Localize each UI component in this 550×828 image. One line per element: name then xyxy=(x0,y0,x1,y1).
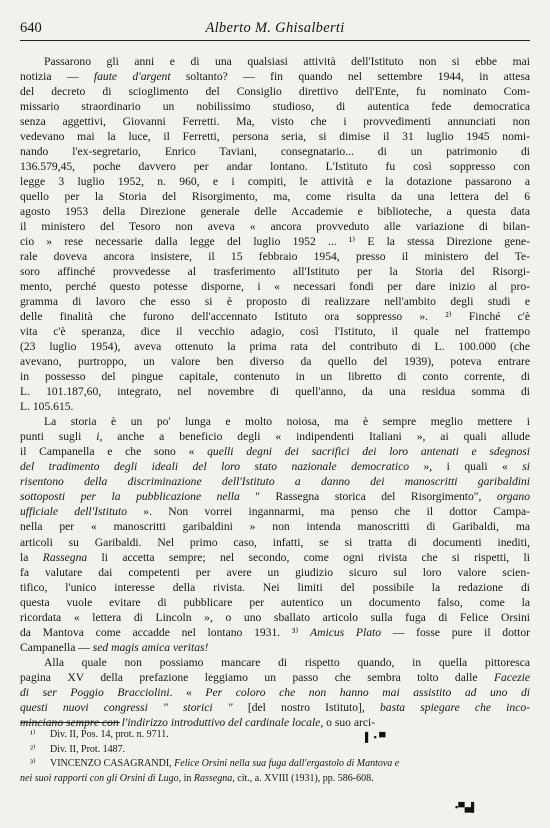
text-line xyxy=(20,474,530,489)
text-run: Div. II, Prot. 1487. xyxy=(50,743,126,755)
text-run: , in xyxy=(178,772,194,784)
italic-run: faute d'argent xyxy=(93,70,171,84)
italic-run: nei suoi rapporti con gli Orsini di Lugo xyxy=(20,772,179,784)
text-line xyxy=(20,294,530,309)
text-line xyxy=(20,174,530,189)
text-run: VINCENZO CASAGRANDI, xyxy=(50,758,175,769)
paragraph xyxy=(20,655,530,730)
print-mark: ▪▀▄▌ xyxy=(455,802,478,812)
text-run: soro affinché provvedesse al trasferimento all'Istituto per la Storia del Risorgi- xyxy=(20,265,530,279)
text-line xyxy=(20,309,530,324)
footnote-number: ³⁾ xyxy=(30,758,36,769)
text-run: gramma di lavoro che esso si è proposto di realizzare nell'ambito degli studi e xyxy=(20,295,530,309)
text-line xyxy=(20,144,530,159)
text-line xyxy=(20,159,530,174)
text-run: mento, perché questo potesse disporne, i « necessari fondi per dare inizio al pro- xyxy=(20,280,530,294)
text-run: " Rassegna storica del Risorgimento", xyxy=(239,490,497,504)
text-run: da Mantova come accadde nel lontano 1931. ³⁾ xyxy=(20,625,311,639)
text-run: senza aggettivi, Giovanni Ferretti. Ma, visto che i provvedimenti annunciati non xyxy=(20,115,530,129)
text-line xyxy=(20,429,530,444)
text-line xyxy=(20,84,530,99)
text-line xyxy=(20,550,530,565)
text-run: , cit., a. XVIII (1931), pp. 586-608. xyxy=(232,772,374,784)
running-head: Alberto M. Ghisalberti xyxy=(205,20,345,36)
header-rule xyxy=(20,40,530,41)
text-run: il Campanella e che sono « xyxy=(20,445,208,459)
text-line xyxy=(20,369,530,384)
text-line xyxy=(20,444,530,459)
text-line xyxy=(20,204,530,219)
body-text xyxy=(20,54,530,730)
text-line xyxy=(20,535,530,550)
text-run: vita c'è speranza, dice il vecchio adagio, così l'Istituto, il quale nel frattempo xyxy=(20,325,530,339)
text-run: , anche a beneficio degli « indipendenti Italiani », ai quali allude xyxy=(99,430,530,444)
text-line xyxy=(20,189,530,204)
text-run: il ministero del Tesoro non aveva « ancora provveduto alle variazione di bilan- xyxy=(20,220,530,234)
text-line xyxy=(20,249,530,264)
text-run: fa valutare dai competenti per avere un giudizio sicuro sul loro valore scien- xyxy=(20,565,530,579)
text-run: pagina XV della prefazione leggiamo un passo che sembra tolto dalle xyxy=(20,670,494,684)
text-run: L. 105.615. xyxy=(20,400,74,414)
footnote-number: ¹⁾ xyxy=(30,729,36,740)
footnote xyxy=(20,757,530,772)
italic-run: minciano sempre con l'indirizzo introduttivo del cardinale locale, xyxy=(20,715,324,729)
text-run: legge 3 luglio 1952, n. 960, e i compiti, le attività e la dotazione passarono a xyxy=(20,175,530,189)
text-line xyxy=(20,489,530,504)
text-run: cio » rese necessarie dalla legge del luglio 1952 ... ¹⁾ E la stessa Direzione gene- xyxy=(20,235,530,249)
text-run: punti sugli xyxy=(20,430,97,444)
text-line xyxy=(20,595,530,610)
italic-run: Rassegna xyxy=(193,772,233,784)
text-run: articoli su Garibaldi. Nel primo caso, infatti, se si tratta di documenti inediti, xyxy=(20,535,530,549)
footnote-number: ²⁾ xyxy=(30,743,36,755)
italic-run: si xyxy=(522,460,531,474)
text-line xyxy=(20,279,530,294)
text-run: la xyxy=(20,550,43,564)
text-run: rale doveva ancora insistere, il 15 febbraio 1954, presso il ministero del Te- xyxy=(20,250,530,264)
paragraph xyxy=(20,54,530,414)
text-run: soltanto? — fin quando nel settembre 1944, in attesa xyxy=(170,70,530,84)
text-line xyxy=(20,54,530,69)
footnote xyxy=(20,728,530,743)
text-line xyxy=(20,219,530,234)
text-run: Div. II, Pos. 14, prot. n. 9711. xyxy=(50,729,169,740)
text-line xyxy=(20,459,530,474)
text-run: », i quali « xyxy=(409,460,523,474)
text-line xyxy=(20,129,530,144)
text-run: [del nostro Istituto], xyxy=(232,700,380,714)
text-run: (23 luglio 1954), aveva ottenuto la prima rata del contributo di L. 100.000 (che xyxy=(20,340,530,354)
text-run: — fosse pure il dottor xyxy=(381,625,530,639)
paragraph xyxy=(20,414,530,654)
text-run: ricordata « lettera di Lincoln », o uno sballato articolo sulla fuga di Felice Orsini xyxy=(20,610,530,624)
page-header xyxy=(20,20,530,42)
text-line xyxy=(20,324,530,339)
footnotes xyxy=(20,728,530,786)
italic-run: Rassegna xyxy=(42,550,88,564)
text-run: in possesso del pingue capitale, contenuto in un libretto di conto corrente, di xyxy=(20,370,530,384)
text-run: missario straordinario un nobilissimo studioso, di autentica fede democratica xyxy=(20,100,530,114)
text-line xyxy=(20,99,530,114)
italic-run: di ser Poggio Bracciolini xyxy=(20,685,170,699)
text-line xyxy=(20,69,530,84)
text-line xyxy=(20,670,530,685)
text-line xyxy=(20,384,530,399)
text-line xyxy=(20,504,530,519)
italic-run: sed magis amica veritas! xyxy=(92,640,209,654)
text-run: del decreto di scioglimento del Consiglio direttivo dell'Ente, fu nominato Com- xyxy=(20,85,530,99)
text-run: vedevano mai la luce, il Ferretti, persona seria, si dimise il 31 luglio 1945 nomi- xyxy=(20,130,530,144)
text-run: L. 101.187,60, integrato, nel novembre di quell'anno, da una residua somma di xyxy=(20,385,530,399)
text-line xyxy=(20,640,530,655)
text-line xyxy=(20,700,530,715)
text-run: o suo arci- xyxy=(323,715,376,729)
italic-run: i xyxy=(96,430,100,444)
text-run: questa vuole evitare di pubblicare per autentico un documento falso, come la xyxy=(20,595,530,609)
text-run: agosto 1953 della Direzione generale delle Accademie e biblioteche, a questa data xyxy=(20,205,530,219)
text-line xyxy=(20,519,530,534)
text-line xyxy=(20,625,530,640)
text-run: La storia è un po' lunga e molto noiosa, ma è sempre meglio mettere i xyxy=(44,415,530,429)
text-line xyxy=(20,565,530,580)
italic-run: Amicus Plato xyxy=(310,625,382,639)
text-line xyxy=(20,580,530,595)
text-run: Passarono gli anni e di una qualsiasi attività dell'Istituto non si ebbe mai xyxy=(44,55,530,68)
text-run: li accetta sempre; nel secondo, come ogni rivista che si rispetti, li xyxy=(87,550,530,564)
italic-run: risentono della discriminazione dell'Istituto a danno dei manoscritti garibaldini xyxy=(20,475,530,489)
text-run: notizia — xyxy=(20,70,94,84)
italic-run: ufficiale dell'Istituto xyxy=(20,505,127,519)
footnote-rule xyxy=(20,722,120,723)
text-line xyxy=(20,264,530,279)
italic-run: basta spiegare che inco- xyxy=(379,700,530,714)
text-line xyxy=(20,234,530,249)
italic-run: Per coloro che non hanno mai assistito ad uno di xyxy=(205,685,530,699)
text-run: . « xyxy=(169,685,206,699)
italic-run: Facezie xyxy=(493,670,530,684)
italic-run: organo xyxy=(496,490,530,504)
footnote xyxy=(20,772,530,787)
italic-run: quelli degni dei sacrifici dei loro antenati e sdegnosi xyxy=(207,445,530,459)
text-run: tifico, l'unico interesse della rivista. Nei limiti del possibile la redazione di xyxy=(20,580,530,594)
text-run: quello per la Storia del Risorgimento, ma, come risulta da una lettera del 6 xyxy=(20,190,530,204)
page-number: 640 xyxy=(20,20,42,36)
text-line xyxy=(20,399,530,414)
text-run: ». Non vorrei ingannarmi, ma penso che il dottor Campa- xyxy=(127,505,530,519)
text-run: Alla quale non possiamo mancare di rispetto quando, in quella pittoresca xyxy=(44,655,530,669)
italic-run: sottoposti per la pubblicazione nella xyxy=(20,490,240,504)
text-line xyxy=(20,354,530,369)
text-run: 136.579,45, poche davvero per andar lontano. L'Istituto fu così soppresso con xyxy=(20,160,530,174)
text-run: avevano, purtroppo, un valore ben diverso da quello del 1939), poteva entrare xyxy=(20,355,530,369)
text-line xyxy=(20,685,530,700)
text-run: nella per « manoscritti garibaldini » non intenda manoscritti di Garibaldi, ma xyxy=(20,520,530,534)
text-run: nando l'ex-segretario, Enrico Taviani, consegnatario... di un patrimonio di xyxy=(20,145,530,159)
print-mark: ▌ ▪ ▀ xyxy=(365,732,386,742)
italic-run: del tradimento degli ideali del loro stato nazionale democratico xyxy=(20,460,410,474)
text-line xyxy=(20,655,530,670)
text-line xyxy=(20,610,530,625)
text-line xyxy=(20,339,530,354)
text-line xyxy=(20,414,530,429)
text-run: delle finalità che furono dell'accennato Istituto ora soppresso ». ²⁾ Finché c'è xyxy=(20,310,530,324)
footnote xyxy=(20,743,530,758)
italic-run: questi nuovi congressi " storici " xyxy=(20,700,233,714)
italic-run: Felice Orsini nella sua fuga dall'ergastolo di Mantova e xyxy=(174,758,400,769)
text-line xyxy=(20,114,530,129)
text-run: Campanella — xyxy=(20,640,93,654)
